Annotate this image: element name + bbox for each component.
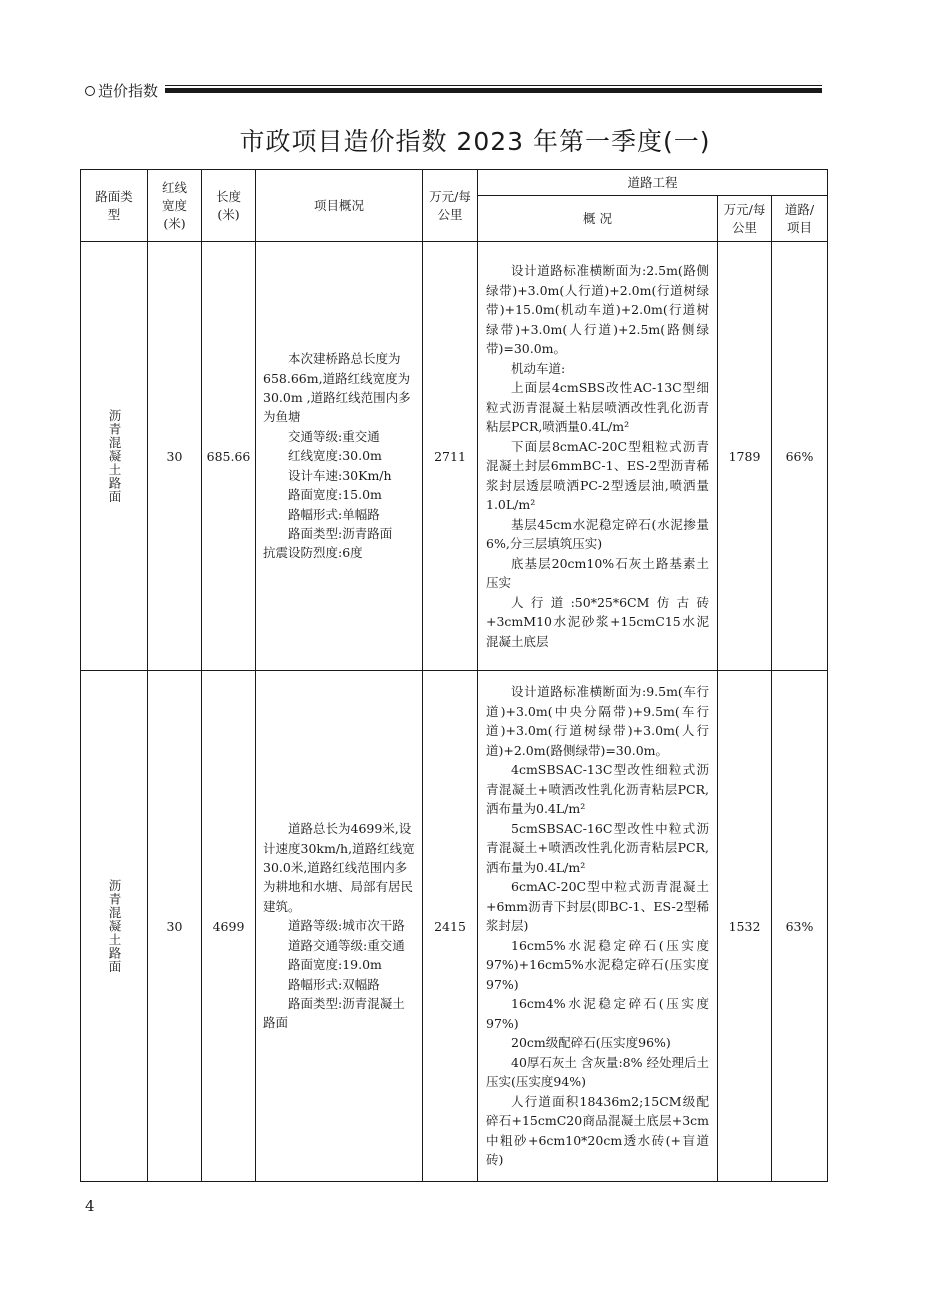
cell-road-type: 沥青混凝土路面 [81, 671, 148, 1182]
cell-road-cost-per-km: 1532 [718, 671, 772, 1182]
cell-length: 4699 [202, 671, 256, 1182]
cost-index-table [80, 169, 828, 1182]
table-row [81, 671, 828, 1182]
section-header [85, 80, 158, 101]
cell-length: 685.66 [202, 242, 256, 671]
table-row [81, 242, 828, 671]
circle-icon [85, 86, 95, 96]
cell-red-line-width: 30 [148, 242, 202, 671]
cell-cost-per-km: 2711 [423, 242, 478, 671]
header-red-line-width: 红线宽度(米) [148, 170, 202, 242]
page-title: 市政项目造价指数 2023 年第一季度(一) [239, 127, 711, 156]
cell-red-line-width: 30 [148, 671, 202, 1182]
header-road-works: 道路工程 [478, 170, 828, 196]
cell-road-cost-per-km: 1789 [718, 242, 772, 671]
header-rule-thin [165, 85, 822, 86]
cell-road-overview: 设计道路标准横断面为:2.5m(路侧绿带)+3.0m(人行道)+2.0m(行道树绿带)+15.0m(机动车道)+2.0m(行道树绿带)+3.0m(人行道)+2.5m(路侧绿带)=30.0m。 机动车道: 上面层4cmSBS改性AC-13C型细粒式沥青混凝土粘层喷洒改性乳化沥青粘层PCR,喷洒量0.4L/m² 下面层8cmAC-20C型粗粒式沥青混凝土封层6mmBC-1、ES-2型沥青稀浆封层透层喷洒PC-2型透层油,喷洒量1.0L/m² 基层45cm水泥稳定碎石(水泥掺量6%,分三层填筑压实) 底基层20cm10%石灰土路基素土压实 人行道:50*25*6CM仿古砖+3cmM10水泥砂浆+15cmC15水泥混凝土底层 [478, 242, 718, 671]
header-road-overview: 概 况 [478, 196, 718, 242]
cell-road-type: 沥青混凝土路面 [81, 242, 148, 671]
cell-cost-per-km: 2415 [423, 671, 478, 1182]
header-road-cost-per-km: 万元/每公里 [718, 196, 772, 242]
cell-road-ratio: 66% [772, 242, 828, 671]
header-road-type: 路面类型 [81, 170, 148, 242]
cell-overview: 道路总长为4699米,设计速度30km/h,道路红线宽30.0米,道路红线范围内多为耕地和水塘、局部有居民建筑。 道路等级:城市次干路 道路交通等级:重交通 路面宽度:19.0m 路幅形式:双幅路 路面类型:沥青混凝土路面 [256, 671, 423, 1182]
header-overview: 项目概况 [256, 170, 423, 242]
header-length: 长度(米) [202, 170, 256, 242]
cell-road-ratio: 63% [772, 671, 828, 1182]
cell-road-overview: 设计道路标准横断面为:9.5m(车行道)+3.0m(中央分隔带)+9.5m(车行道)+3.0m(行道树绿带)+3.0m(人行道)+2.0m(路侧绿带)=30.0m。 4cmSBSAC-13C型改性细粒式沥青混凝土+喷洒改性乳化沥青粘层PCR,洒布量为0.4L/m² 5cmSBSAC-16C型改性中粒式沥青混凝土+喷洒改性乳化沥青粘层PCR,洒布量为0.4L/m² 6cmAC-20C型中粒式沥青混凝土+6mm沥青下封层(即BC-1、ES-2型稀浆封层) 16cm5%水泥稳定碎石(压实度97%)+16cm5%水泥稳定碎石(压实度97%) 16cm4%水泥稳定碎石(压实度97%) 20cm级配碎石(压实度96%) 40厚石灰土 含灰量:8% 经处理后土压实(压实度94%) 人行道面积18436m2;15CM级配碎石+15cmC20商品混凝土底层+3cm中粗砂+6cm10*20cm透水砖(+盲道砖) [478, 671, 718, 1182]
section-label: 造价指数 [98, 82, 159, 100]
header-rule-thick [165, 88, 822, 93]
cell-overview: 本次建桥路总长度为658.66m,道路红线宽度为30.0m ,道路红线范围内多为鱼塘 交通等级:重交通 红线宽度:30.0m 设计车速:30Km/h 路面宽度:15.0m 路幅形式:单幅路 路面类型:沥青路面 抗震设防烈度:6度 [256, 242, 423, 671]
page-number: 4 [85, 1197, 95, 1215]
header-road-ratio: 道路/项目 [772, 196, 828, 242]
header-cost-per-km: 万元/每公里 [423, 170, 478, 242]
